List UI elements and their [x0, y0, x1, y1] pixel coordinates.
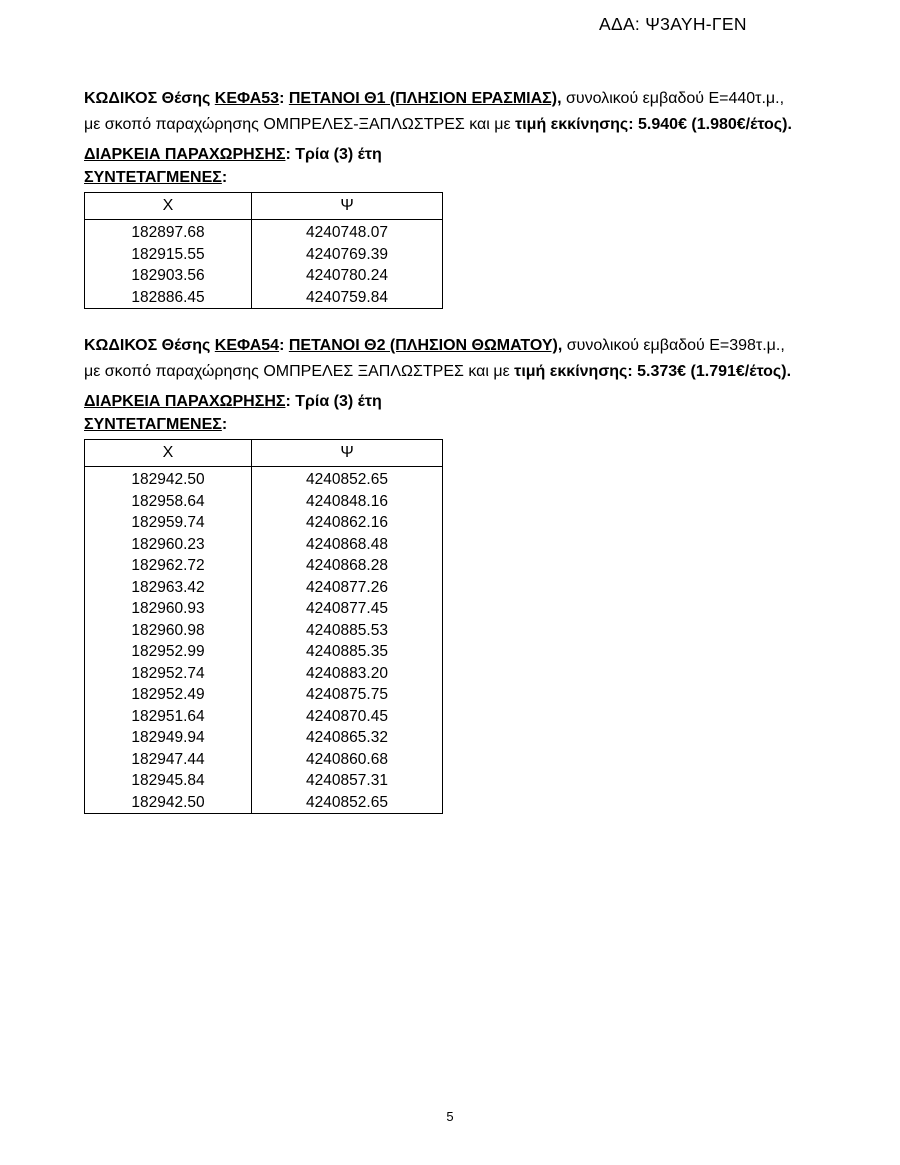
coordinates-table-header [85, 440, 443, 467]
code-prefix: ΚΩΔΙΚΟΣ Θέσης [84, 337, 215, 354]
table-row [85, 598, 443, 620]
coordinates-table-body [85, 220, 443, 309]
column-header-x: X [85, 440, 252, 467]
table-row [85, 706, 443, 728]
table-row [85, 620, 443, 642]
table-cell: 4240868.28 [252, 555, 443, 577]
table-cell: 4240885.35 [252, 641, 443, 663]
coordinates-table-kefa53 [84, 192, 443, 309]
column-header-x: X [85, 193, 252, 220]
table-cell: 4240885.53 [252, 620, 443, 642]
table-cell: 182886.45 [85, 287, 252, 309]
table-cell: 182960.23 [85, 534, 252, 556]
table-cell: 4240868.48 [252, 534, 443, 556]
table-cell: 182962.72 [85, 555, 252, 577]
coordinates-colon: : [221, 416, 228, 433]
position-code: ΚΕΦΑ53 [214, 90, 280, 107]
table-cell: 182960.93 [85, 598, 252, 620]
table-row [85, 244, 443, 266]
area-text: συνολικού εμβαδού Ε=440τ.μ., [561, 90, 785, 107]
table-cell: 182959.74 [85, 512, 252, 534]
table-row [85, 749, 443, 771]
table-cell: 4240870.45 [252, 706, 443, 728]
table-row [85, 684, 443, 706]
table-row [85, 577, 443, 599]
table-cell: 4240865.32 [252, 727, 443, 749]
coordinates-label: ΣΥΝΤΕΤΑΓΜΕΝΕΣ [84, 169, 222, 186]
table-cell: 182903.56 [85, 265, 252, 287]
table-row [85, 555, 443, 577]
code-separator: : [279, 337, 289, 354]
price-text: τιμή εκκίνησης: 5.373€ (1.791€/έτος). [514, 363, 792, 380]
duration-line [84, 143, 848, 166]
section-kefa53 [84, 86, 848, 309]
duration-line [84, 390, 848, 413]
table-row [85, 663, 443, 685]
table-cell: 182952.49 [85, 684, 252, 706]
coordinates-line [84, 166, 848, 189]
duration-label: ΔΙΑΡΚΕΙΑ ΠΑΡΑΧΩΡΗΣΗΣ [84, 393, 286, 410]
table-header-row [85, 193, 443, 220]
location-title: ΠΕΤΑΝΟΙ Θ1 (ΠΛΗΣΙΟΝ ΕΡΑΣΜΙΑΣ), [288, 90, 562, 107]
table-cell: 4240759.84 [252, 287, 443, 309]
price-text: τιμή εκκίνησης: 5.940€ (1.980€/έτος). [515, 116, 792, 133]
coordinates-label: ΣΥΝΤΕΤΑΓΜΕΝΕΣ [84, 416, 222, 433]
table-header-row [85, 440, 443, 467]
table-cell: 4240877.26 [252, 577, 443, 599]
code-separator: : [279, 90, 289, 107]
table-row [85, 770, 443, 792]
table-cell: 4240883.20 [252, 663, 443, 685]
table-cell: 182942.50 [85, 467, 252, 491]
column-header-psi: Ψ [252, 193, 443, 220]
table-row [85, 512, 443, 534]
table-cell: 182960.98 [85, 620, 252, 642]
intro-line-1 [84, 333, 848, 359]
table-row [85, 220, 443, 244]
table-cell: 4240877.45 [252, 598, 443, 620]
table-cell: 182915.55 [85, 244, 252, 266]
coordinates-table-header [85, 193, 443, 220]
table-row [85, 534, 443, 556]
table-cell: 4240852.65 [252, 792, 443, 814]
location-title: ΠΕΤΑΝΟΙ Θ2 (ΠΛΗΣΙΟΝ ΘΩΜΑΤΟΥ), [288, 337, 563, 354]
table-cell: 182945.84 [85, 770, 252, 792]
table-row [85, 491, 443, 513]
coordinates-line [84, 413, 848, 436]
table-cell: 182963.42 [85, 577, 252, 599]
table-row [85, 287, 443, 309]
table-cell: 4240857.31 [252, 770, 443, 792]
table-row [85, 641, 443, 663]
purpose-text: με σκοπό παραχώρησης ΟΜΠΡΕΛΕΣ ΞΑΠΛΩΣΤΡΕΣ και με [84, 363, 515, 380]
page-number: 5 [446, 1109, 454, 1124]
table-cell: 182951.64 [85, 706, 252, 728]
intro-line-2 [84, 359, 848, 385]
code-prefix: ΚΩΔΙΚΟΣ Θέσης [84, 90, 215, 107]
table-cell: 4240780.24 [252, 265, 443, 287]
table-row [85, 467, 443, 491]
section-intro [84, 333, 848, 385]
coordinates-table-body [85, 467, 443, 814]
section-intro [84, 86, 848, 138]
table-row [85, 265, 443, 287]
position-code: ΚΕΦΑ54 [214, 337, 280, 354]
table-cell: 4240860.68 [252, 749, 443, 771]
table-cell: 182949.94 [85, 727, 252, 749]
purpose-text: με σκοπό παραχώρησης ΟΜΠΡΕΛΕΣ-ΞΑΠΛΩΣΤΡΕΣ και με [84, 116, 516, 133]
table-row [85, 792, 443, 814]
area-text: συνολικού εμβαδού Ε=398τ.μ., [562, 337, 785, 354]
intro-line-1 [84, 86, 848, 112]
coordinates-colon: : [221, 169, 228, 186]
coordinates-table-kefa54 [84, 439, 443, 814]
table-cell: 182952.74 [85, 663, 252, 685]
table-row [85, 727, 443, 749]
table-cell: 4240852.65 [252, 467, 443, 491]
duration-value: : Τρία (3) έτη [285, 393, 382, 410]
table-cell: 4240769.39 [252, 244, 443, 266]
duration-value: : Τρία (3) έτη [285, 146, 382, 163]
table-cell: 182897.68 [85, 220, 252, 244]
section-kefa54 [84, 333, 848, 814]
table-cell: 182952.99 [85, 641, 252, 663]
duration-label: ΔΙΑΡΚΕΙΑ ΠΑΡΑΧΩΡΗΣΗΣ [84, 146, 286, 163]
table-cell: 4240875.75 [252, 684, 443, 706]
table-cell: 182942.50 [85, 792, 252, 814]
table-cell: 4240862.16 [252, 512, 443, 534]
column-header-psi: Ψ [252, 440, 443, 467]
table-cell: 4240848.16 [252, 491, 443, 513]
table-cell: 182958.64 [85, 491, 252, 513]
table-cell: 182947.44 [85, 749, 252, 771]
ada-reference: ΑΔΑ: Ψ3ΑΥΗ-ΓΕΝ [599, 14, 747, 34]
table-cell: 4240748.07 [252, 220, 443, 244]
intro-line-2 [84, 112, 848, 138]
